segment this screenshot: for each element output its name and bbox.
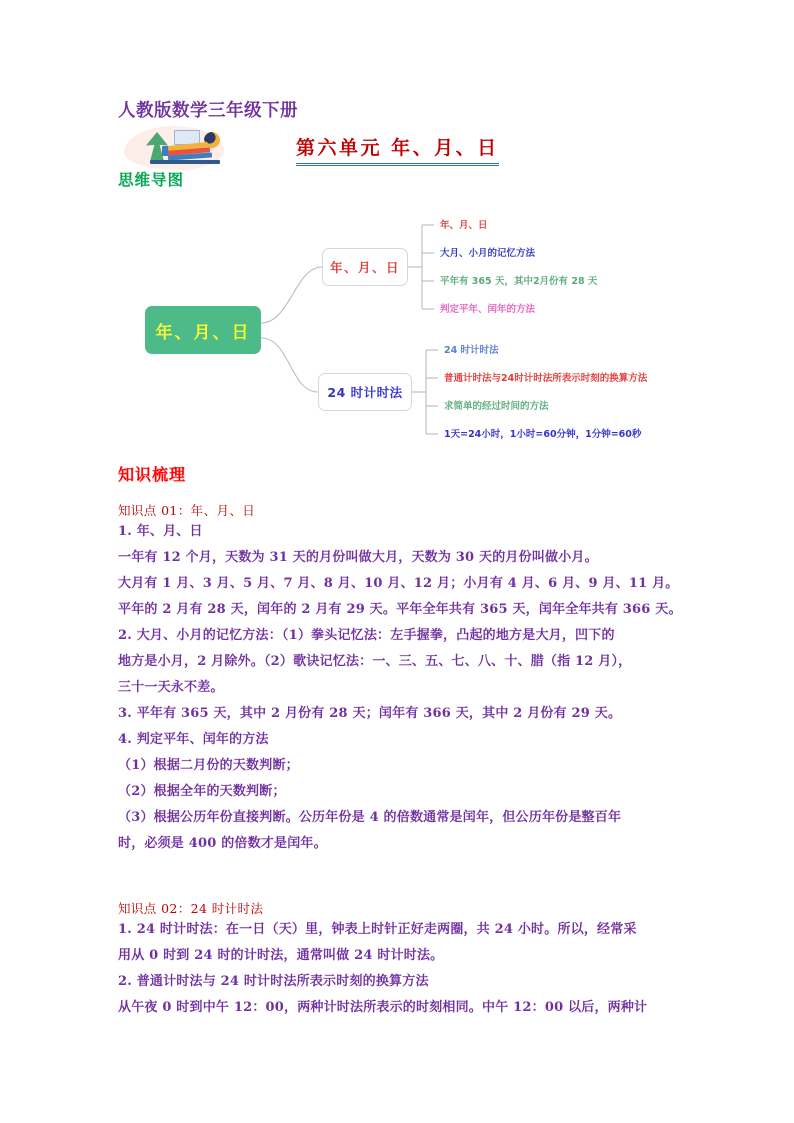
mindmap-leaf[interactable]: 1天=24小时，1小时=60分钟，1分钟=60秒 [444, 429, 642, 440]
body-line: 大月有 1 月、3 月、5 月、7 月、8 月、10 月、12 月；小月有 4 月、6 月、9 月、11 月。 [118, 576, 679, 591]
knowledge-point-01-body [118, 519, 684, 857]
body-line: （1）根据二月份的天数判断； [118, 758, 299, 773]
body-line: 从午夜 0 时到中午 12：00，两种计时法所表示的时刻相同。中午 12：00 以后，两种计 [118, 1000, 648, 1015]
book-title: 人教版数学三年级下册 [118, 101, 298, 121]
knowledge-point-01-title: 知识点 01：年、月、日 [118, 503, 256, 518]
body-line: 用从 0 时到 24 时的计时法，通常叫做 24 时计时法。 [118, 948, 444, 963]
mindmap-leaf[interactable]: 判定平年、闰年的方法 [440, 304, 536, 315]
body-line: 2. 大月、小月的记忆方法：（1）拳头记忆法：左手握拳，凸起的地方是大月，凹下的 [118, 628, 615, 643]
mindmap-leaf[interactable]: 求简单的经过时间的方法 [444, 401, 549, 412]
mindmap-branch-24-hour[interactable]: 24 时计时法 [318, 373, 412, 411]
mindmap-leaf[interactable]: 大月、小月的记忆方法 [440, 248, 536, 259]
body-line: 时，必须是 400 的倍数才是闰年。 [118, 836, 327, 851]
mindmap-diagram [130, 205, 730, 450]
body-line: 2. 普通计时法与 24 时计时法所表示时刻的换算方法 [118, 974, 429, 989]
mindmap-label: 思维导图 [118, 170, 185, 189]
mindmap-leaf[interactable]: 普通计时法与24时计时法所表示时刻的换算方法 [444, 373, 648, 384]
body-line: 1. 年、月、日 [118, 524, 203, 539]
section-heading-knowledge-review: 知识梳理 [118, 465, 187, 484]
mindmap-leaf[interactable]: 平年有 365 天，其中2月份有 28 天 [440, 276, 598, 287]
knowledge-point-02-body [118, 917, 684, 1021]
mindmap-leaf[interactable]: 24 时计时法 [444, 345, 499, 356]
body-line: （3）根据公历年份直接判断。公历年份是 4 的倍数通常是闰年，但公历年份是整百年 [118, 810, 622, 825]
body-line: 3. 平年有 365 天，其中 2 月份有 28 天；闰年有 366 天，其中 2 月份有 29 天。 [118, 706, 622, 721]
page-title: 第六单元 年、月、日 [296, 133, 499, 166]
knowledge-point-02-title: 知识点 02：24 时计时法 [118, 901, 264, 916]
body-line: （2）根据全年的天数判断； [118, 784, 286, 799]
mindmap-branch-year-month-day[interactable]: 年、月、日 [322, 248, 408, 286]
body-line: 地方是小月，2 月除外。（2）歌诀记忆法：一、三、五、七、八、十、腊（指 12 月）， [118, 654, 632, 669]
body-line: 1. 24 时计时法：在一日（天）里，钟表上时针正好走两圈，共 24 小时。所以，经常采 [118, 922, 637, 937]
mindmap-leaf[interactable]: 年、月、日 [440, 220, 488, 231]
body-line: 平年的 2 月有 28 天，闰年的 2 月有 29 天。平年全年共有 365 天，闰年全年共有 366 天。 [118, 602, 682, 617]
body-line: 一年有 12 个月，天数为 31 天的月份叫做大月，天数为 30 天的月份叫做小月。 [118, 550, 598, 565]
body-line: 三十一天永不差。 [118, 680, 224, 695]
desk-icon [150, 160, 220, 164]
mindmap-root-node[interactable]: 年、月、日 [145, 306, 261, 354]
body-line: 4. 判定平年、闰年的方法 [118, 732, 269, 747]
